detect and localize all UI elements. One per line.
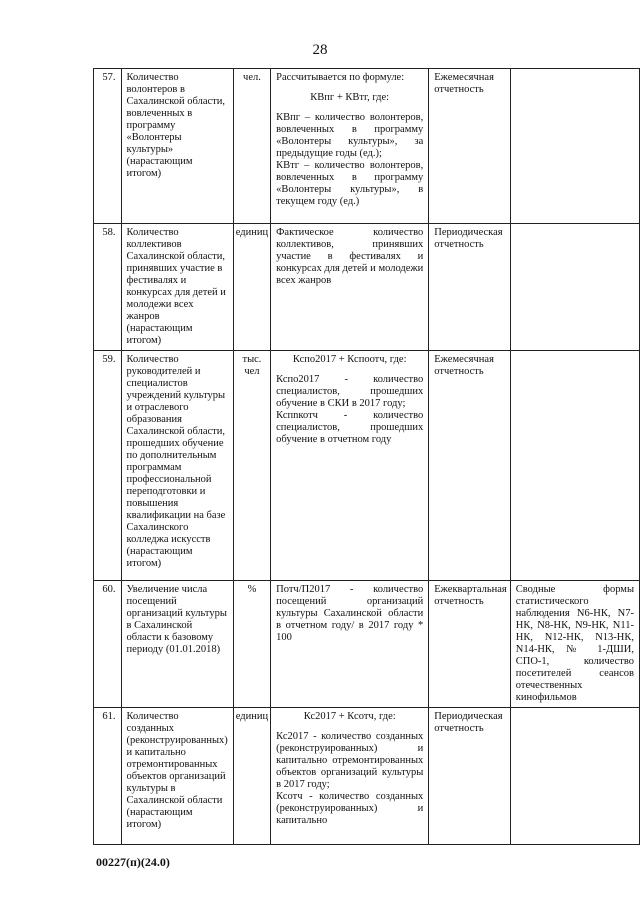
calculation-method xyxy=(271,708,429,845)
method-text: КВтг – количество волонтеров, вовлеченных в программу «Волонтеры культуры», в текущем году (ед.) xyxy=(276,160,424,207)
table-row xyxy=(94,708,640,845)
data-source: Сводные формы статистического наблюдения N6-НК, N7-НК, N8-НК, N9-НК, N11-НК, N12-НК, N13-НК, N14-НК, № 1-ДШИ, СПО-1, количество посетителей сеансов отечественных кинофильмов xyxy=(510,581,639,708)
reporting-period: Периодическая отчетность xyxy=(429,708,511,845)
reporting-period: Ежеквартальная отчетность xyxy=(429,581,511,708)
calculation-method xyxy=(271,69,429,224)
indicator-name: Увеличение числа посещений организаций культуры в Сахалинской области к базовому периоду (01.01.2018) xyxy=(121,581,233,708)
unit: единиц xyxy=(233,708,270,845)
unit: чел. xyxy=(233,69,270,224)
unit: тыс. чел xyxy=(233,351,270,581)
indicator-name: Количество руководителей и специалистов учреждений культуры и отраслевого образования Сахалинской области, прошедших обучение по дополнительным программам профессиональной переподготовки и повышения квалификации на базе Сахалинского колледжа искусств (нарастающим итогом) xyxy=(121,351,233,581)
table-row xyxy=(94,351,640,581)
formula: Кспо2017 + Кспоотч, где: xyxy=(292,354,407,365)
data-source xyxy=(510,708,639,845)
row-number: 59. xyxy=(94,351,122,581)
calculation-method xyxy=(271,224,429,351)
method-text: Фактическое количество коллективов, принявших участие в фестивалях и конкурсах для детей и молодежи всех жанров xyxy=(276,227,424,286)
formula: Кс2017 + Ксотч, где: xyxy=(303,711,396,722)
reporting-period: Периодическая отчетность xyxy=(429,224,511,351)
data-source xyxy=(510,351,639,581)
page-number: 28 xyxy=(312,42,328,58)
data-source xyxy=(510,69,639,224)
method-text: Кспnкотч - количество специалистов, прошедших обучение в отчетном году xyxy=(276,410,424,445)
indicator-name: Количество волонтеров в Сахалинской области, вовлеченных в программу «Волонтеры культуры» (нарастающим итогом) xyxy=(121,69,233,224)
document-code: 00227(п)(24.0) xyxy=(96,855,170,869)
method-text: Кс2017 - количество созданных (реконструированных) и капитально отремонтированных объектов организаций культуры в 2017 году; xyxy=(276,731,424,790)
row-number: 57. xyxy=(94,69,122,224)
reporting-period: Ежемесячная отчетность xyxy=(429,69,511,224)
row-number: 60. xyxy=(94,581,122,708)
calculation-method xyxy=(271,581,429,708)
indicator-name: Количество созданных (реконструированных) и капитально отремонтированных объектов организаций культуры в Сахалинской области (нарастающим итогом) xyxy=(121,708,233,845)
table-row xyxy=(94,69,640,224)
indicator-name: Количество коллективов Сахалинской области, принявших участие в фестивалях и конкурсах для детей и молодежи всех жанров (нарастающим итогом) xyxy=(121,224,233,351)
data-source xyxy=(510,224,639,351)
method-text: Ксотч - количество созданных (реконструированных) и капитально xyxy=(276,791,424,826)
method-text: Кспо2017 - количество специалистов, прошедших обучение в СКИ в 2017 году; xyxy=(276,374,424,409)
method-text: Рассчитывается по формуле: xyxy=(276,72,405,83)
calculation-method xyxy=(271,351,429,581)
method-text: Потч/П2017 - количество посещений организаций культуры Сахалинской области в отчетном году/ в 2017 году * 100 xyxy=(276,584,424,643)
table-row xyxy=(94,581,640,708)
reporting-period: Ежемесячная отчетность xyxy=(429,351,511,581)
indicators-table xyxy=(93,68,640,845)
row-number: 58. xyxy=(94,224,122,351)
unit: единиц xyxy=(233,224,270,351)
formula: КВпг + КВтг, где: xyxy=(310,92,390,103)
table-row xyxy=(94,224,640,351)
unit: % xyxy=(233,581,270,708)
method-text: КВпг – количество волонтеров, вовлеченных в программу «Волонтеры культуры», за предыдущие годы (ед.); xyxy=(276,112,424,159)
row-number: 61. xyxy=(94,708,122,845)
